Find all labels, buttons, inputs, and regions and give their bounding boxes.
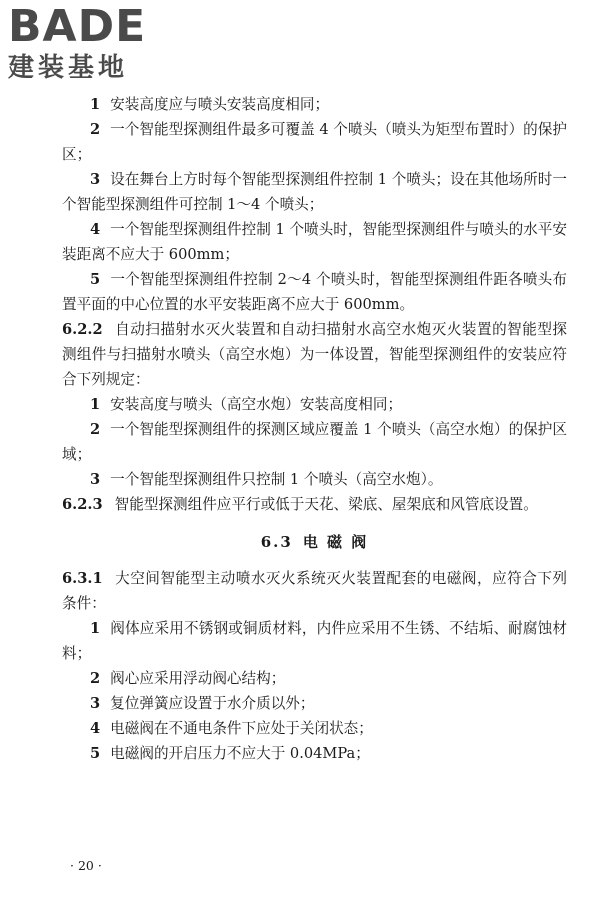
item-text: 电磁阀的开启压力不应大于 0.04MPa； [110,745,370,762]
clause-text: 智能型探测组件应平行或低于天花、梁底、屋架底和风管底设置。 [114,496,538,513]
clause-6-2-3 [62,492,567,517]
item-text: 阀体应采用不锈钢或铜质材料，内件应采用不生锈、不结垢、耐腐蚀材料； [62,620,567,662]
clause-number: 6.2.3 [62,496,103,513]
item-number: 1 [90,396,101,413]
list-item [62,117,567,167]
item-number: 5 [90,271,101,288]
item-text: 一个智能型探测组件的探测区域应覆盖 1 个喷头（高空水炮）的保护区域； [62,421,567,463]
clause-6-2-2 [62,317,567,392]
item-number: 1 [90,620,101,637]
list-item [62,467,567,492]
section-number: 6.3 [260,533,293,551]
section-title [62,531,567,552]
logo-wordmark: BADE [8,1,147,52]
logo-chinese-name: 建装基地 [8,53,129,83]
item-number: 3 [90,695,101,712]
clause-text: 自动扫描射水灭火装置和自动扫描射水高空水炮灭火装置的智能型探测组件与扫描射水喷头（高空水炮）为一体设置，智能型探测组件的安装应符合下列规定： [62,321,567,388]
clause-number: 6.3.1 [62,570,103,587]
list-item [62,741,567,766]
list-item [62,616,567,666]
item-text: 一个智能型探测组件只控制 1 个喷头（高空水炮）。 [110,471,443,488]
document-body [62,92,567,766]
item-text: 安装高度应与喷头安装高度相同； [110,96,330,113]
item-number: 1 [90,96,101,113]
page-number: · 20 · [70,858,102,873]
bade-logo [8,1,178,90]
item-text: 设在舞台上方时每个智能型探测组件控制 1 个喷头；设在其他场所时一个智能型探测组件可控制 1～4 个喷头； [62,171,567,213]
clause-number: 6.2.2 [62,321,103,338]
item-number: 5 [90,745,101,762]
item-number: 4 [90,720,101,737]
item-number: 2 [90,670,101,687]
item-number: 4 [90,221,101,238]
item-number: 2 [90,121,101,138]
list-item [62,167,567,217]
item-text: 安装高度与喷头（高空水炮）安装高度相同； [110,396,403,413]
section-name: 电 磁 阀 [302,533,369,551]
list-item [62,92,567,117]
list-item [62,716,567,741]
list-item [62,217,567,267]
list-item [62,392,567,417]
item-text: 一个智能型探测组件最多可覆盖 4 个喷头（喷头为矩型布置时）的保护区； [62,121,567,163]
list-item [62,417,567,467]
list-item [62,691,567,716]
item-number: 2 [90,421,101,438]
list-item [62,267,567,317]
item-text: 一个智能型探测组件控制 2～4 个喷头时，智能型探测组件距各喷头布置平面的中心位置的水平安装距离不应大于 600mm。 [62,271,567,313]
item-text: 复位弹簧应设置于水介质以外； [110,695,315,712]
item-text: 一个智能型探测组件控制 1 个喷头时，智能型探测组件与喷头的水平安装距离不应大于 600mm； [62,221,567,263]
clause-text: 大空间智能型主动喷水灭火系统灭火装置配套的电磁阀，应符合下列条件： [62,570,567,612]
item-number: 3 [90,471,101,488]
list-item [62,666,567,691]
item-number: 3 [90,171,101,188]
item-text: 阀心应采用浮动阀心结构； [110,670,286,687]
clause-6-3-1 [62,566,567,616]
item-text: 电磁阀在不通电条件下应处于关闭状态； [110,720,373,737]
